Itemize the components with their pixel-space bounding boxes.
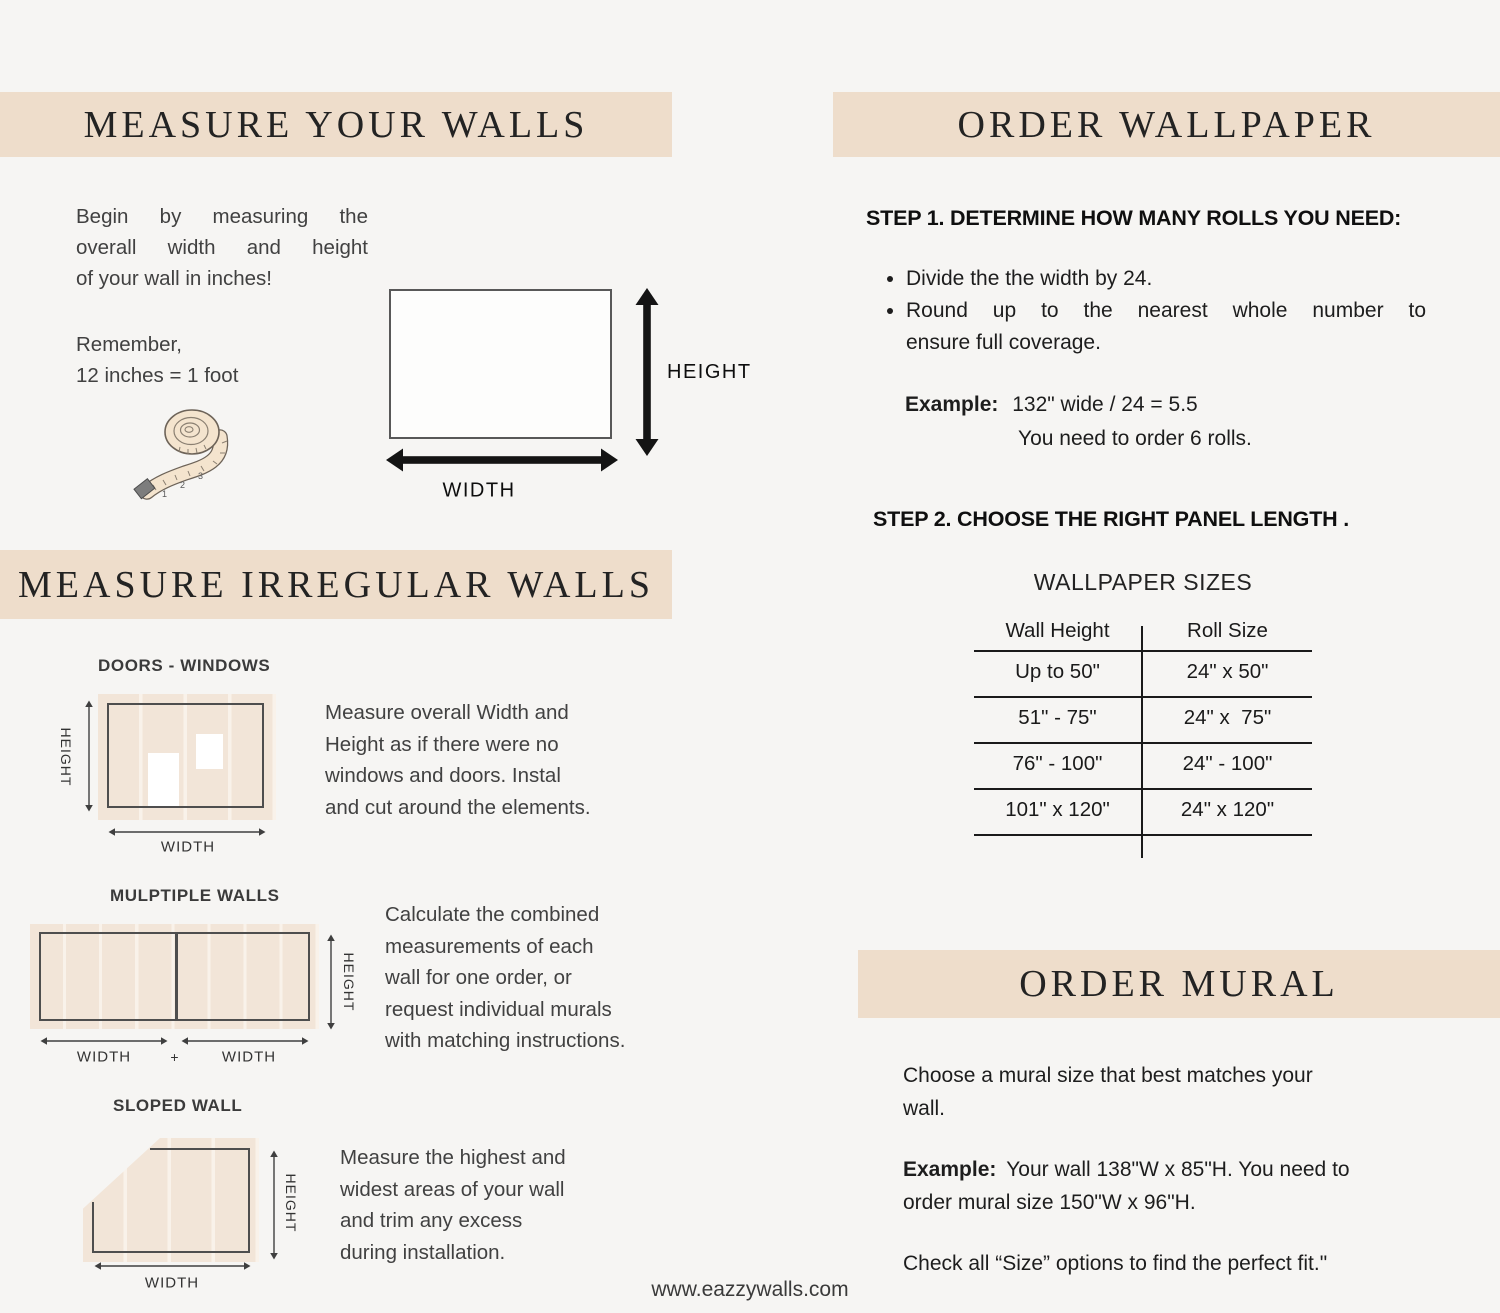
table-rule [974, 696, 1312, 698]
table-cell: Up to 50" [1015, 660, 1100, 683]
text-line: wall for one order, or [385, 966, 572, 989]
tape-number: 2 [180, 480, 186, 490]
plus-sign: + [170, 1049, 180, 1065]
table-title: WALLPAPER SIZES [1033, 569, 1253, 595]
remember-line: Remember, [76, 333, 182, 356]
text-line: Calculate the combined [385, 903, 600, 926]
example-line [903, 1153, 1443, 1186]
text-line: Choose a mural size that best matches your [903, 1064, 1313, 1087]
width-label: WIDTH [144, 1274, 200, 1292]
wall-divider-line [175, 934, 178, 1019]
width-arrow-icon [108, 826, 266, 838]
wall-diagram [389, 289, 612, 439]
table-rule [974, 650, 1312, 652]
height-arrow-icon [632, 288, 662, 456]
table-cell: 101" x 120" [1005, 798, 1110, 821]
window-shape [196, 734, 223, 769]
measure-walls-title: MEASURE YOUR WALLS [83, 103, 589, 146]
example-line [905, 388, 1425, 422]
width-arrow-icon [181, 1035, 309, 1047]
height-label: HEIGHT [667, 361, 752, 383]
text-line: widest areas of your wall [340, 1177, 565, 1201]
height-label: HEIGHT [58, 727, 74, 787]
door-shape [148, 753, 179, 806]
mural-example [903, 1153, 1443, 1219]
text-line: Height as if there were no [325, 732, 559, 756]
width-label: WIDTH [442, 479, 516, 502]
table-cell: 24" x 75" [1183, 706, 1272, 729]
example-line: You need to order 6 rolls. [1018, 427, 1252, 450]
multiple-walls-label: MULPTIPLE WALLS [110, 886, 280, 905]
example-label: Example: [905, 393, 999, 416]
mural-intro [903, 1059, 1433, 1125]
example-value: 132" wide / 24 = 5.5 [1012, 393, 1198, 416]
sloped-wall-label: SLOPED WALL [113, 1096, 243, 1115]
width-arrow-icon [40, 1035, 168, 1047]
sloped-wall-text [340, 1142, 650, 1268]
table-cell: 24" x 120" [1180, 798, 1275, 821]
width-label: WIDTH [221, 1048, 277, 1066]
step1-heading: STEP 1. DETERMINE HOW MANY ROLLS YOU NEED: [866, 206, 1402, 230]
irregular-walls-title: MEASURE IRREGULAR WALLS [18, 563, 654, 606]
table-rule [974, 834, 1312, 836]
height-arrow-icon [325, 934, 337, 1030]
text-line: measurements of each [385, 934, 594, 958]
order-wallpaper-band [833, 92, 1500, 157]
intro-line: overall width and height [76, 236, 368, 259]
height-label: HEIGHT [341, 952, 357, 1012]
text-line: windows and doors. Instal [325, 764, 561, 787]
example-value: Your wall 138"W x 85"H. You need to [1006, 1158, 1350, 1181]
text-line: during installation. [340, 1240, 506, 1264]
irregular-walls-band [0, 550, 672, 619]
step1-example [905, 388, 1425, 456]
table-rule [974, 742, 1312, 744]
example-label: Example: [903, 1158, 997, 1181]
tape-number: 1 [162, 489, 168, 499]
table-rule [974, 788, 1312, 790]
table-cell: 76" - 100" [1012, 752, 1103, 775]
bullet-item [906, 263, 1426, 295]
text-line: and trim any excess [340, 1209, 523, 1232]
example-line: order mural size 150"W x 96"H. [903, 1191, 1196, 1214]
height-arrow-icon [83, 700, 95, 812]
order-wallpaper-title: ORDER WALLPAPER [957, 103, 1376, 146]
bullet-text: • Round up to the nearest whole number to [906, 299, 1426, 322]
width-label: WIDTH [76, 1048, 132, 1066]
text-line: request individual murals [385, 997, 612, 1021]
table-header-wall-height: Wall Height [1005, 619, 1110, 642]
doors-windows-text [325, 697, 705, 823]
text-line: wall. [903, 1097, 946, 1120]
doors-diagram-outline [107, 703, 264, 808]
order-mural-title: ORDER MURAL [1019, 963, 1339, 1005]
multiple-walls-text [385, 899, 705, 1057]
bullet-text: ensure full coverage. [906, 331, 1101, 354]
text-line: and cut around the elements. [325, 795, 591, 819]
tape-number: 3 [198, 471, 204, 481]
intro-line: of your wall in inches! [76, 267, 272, 290]
table-cell: 24" x 50" [1186, 660, 1269, 683]
text-line: Measure the highest and [340, 1146, 566, 1169]
step2-heading: STEP 2. CHOOSE THE RIGHT PANEL LENGTH . [873, 507, 1350, 531]
multiple-walls-outline [39, 932, 310, 1021]
order-mural-band [858, 950, 1500, 1018]
width-arrow-icon [94, 1260, 251, 1272]
sloped-wall-outline [86, 1142, 254, 1258]
mural-note: Check all “Size” options to find the perfect fit." [903, 1252, 1328, 1275]
bullet-item [906, 295, 1426, 359]
tape-measure-icon [128, 403, 246, 503]
width-label: WIDTH [160, 838, 216, 856]
table-cell: 24" - 100" [1182, 752, 1273, 775]
step1-bullets [884, 263, 1426, 359]
doors-windows-label: DOORS - WINDOWS [98, 656, 271, 675]
intro-line: Begin by measuring the [76, 205, 368, 228]
width-arrow-icon [386, 445, 618, 475]
remember-line: 12 inches = 1 foot [76, 364, 239, 387]
table-cell: 51" - 75" [1018, 706, 1097, 729]
remember-note [76, 329, 368, 391]
height-arrow-icon [268, 1150, 280, 1260]
height-label: HEIGHT [283, 1173, 299, 1233]
measure-walls-band [0, 92, 672, 157]
bullet-text: • Divide the the width by 24. [906, 267, 1153, 290]
measure-walls-intro [76, 201, 368, 294]
text-line: Measure overall Width and [325, 701, 569, 724]
website-url: www.eazzywalls.com [651, 1278, 849, 1301]
table-header-roll-size: Roll Size [1187, 619, 1268, 642]
text-line: with matching instructions. [385, 1029, 626, 1052]
